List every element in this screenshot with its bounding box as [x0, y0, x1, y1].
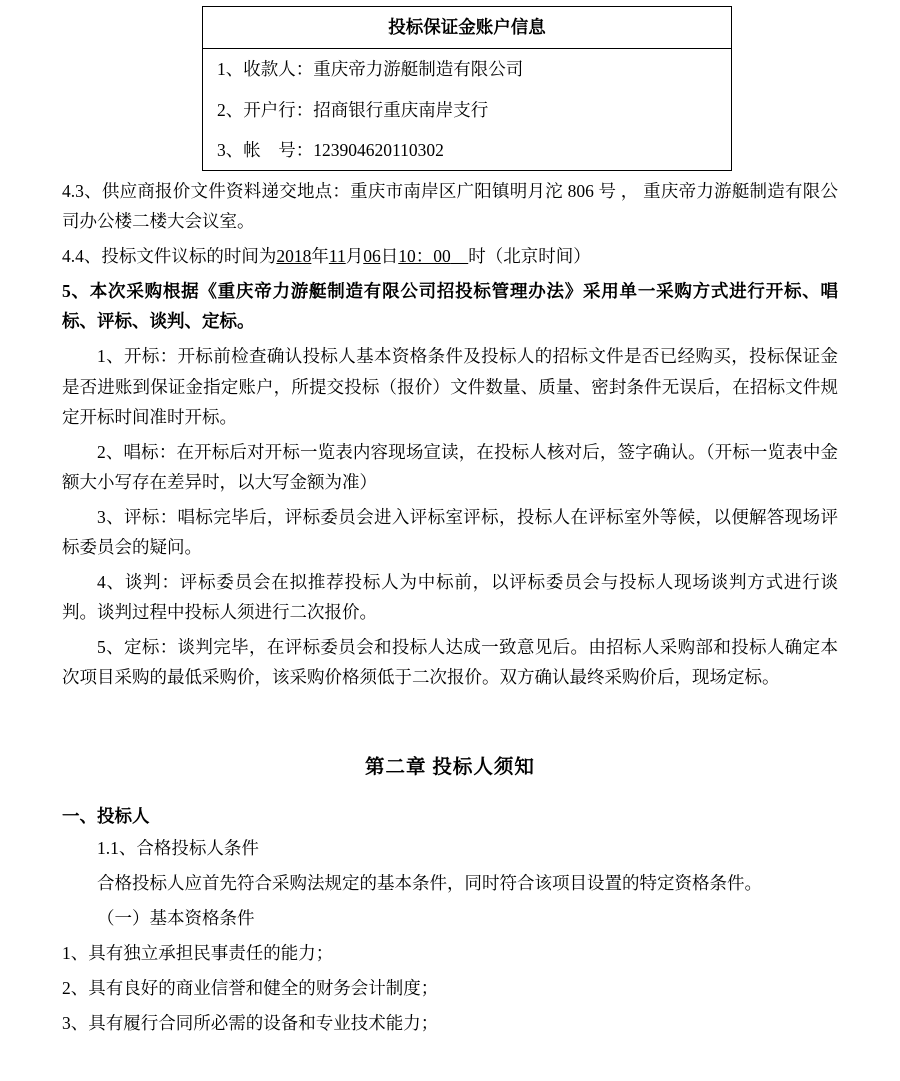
table-row-title [203, 7, 732, 49]
item-4-4-month-unit: 月 [345, 246, 364, 267]
item-4-4-time-unit: 时 [468, 246, 486, 267]
paragraph-qualification-3: 3、具有履行合同所必需的设备和专业技术能力； [62, 1012, 439, 1033]
document-page [0, 6, 900, 1081]
item-4-4-prefix: 4.4、投标文件议标的时间为 [62, 246, 277, 267]
paragraph-step-2: 2、唱标：在开标后对开标一览表内容现场宣读，在投标人核对后，签字确认。（开标一览表中金额大小写存在差异时，以大写金额为准） [62, 441, 838, 492]
item-4-4-day-value: 06 [363, 246, 381, 267]
paragraph-qualification-2: 2、具有良好的商业信誉和健全的财务会计制度； [62, 977, 439, 998]
deposit-table-title: 投标保证金账户信息 [203, 7, 732, 49]
deposit-payee-row: 1、收款人：重庆帝力游艇制造有限公司 [203, 49, 732, 90]
paragraph-step-5: 5、定标：谈判完毕，在评标委员会和投标人达成一致意见后。由招标人采购部和投标人确定本次项目采购的最低采购价，该采购价格须低于二次报价。双方确认最终采购价后，现场定标。 [62, 637, 838, 688]
deposit-account-table [202, 6, 732, 171]
paragraph-item-4-4 [62, 241, 838, 271]
deposit-bank-row: 2、开户行：招商银行重庆南岸支行 [203, 90, 732, 130]
paragraph-step-4: 4、谈判：评标委员会在拟推荐投标人为中标前，以评标委员会与投标人现场谈判方式进行谈判。谈判过程中投标人须进行二次报价。 [62, 572, 838, 623]
item-4-4-month-value: 11 [328, 246, 346, 267]
paragraph-sub-1-1: 1.1、合格投标人条件 [97, 837, 259, 858]
paragraph-item-5: 5、本次采购根据《重庆帝力游艇制造有限公司招投标管理办法》采用单一采购方式进行开标、唱标、评标、谈判、定标。 [62, 281, 838, 332]
table-row [203, 90, 732, 130]
paragraph-step-1: 1、开标：开标前检查确认投标人基本资格条件及投标人的招标文件是否已经购买，投标保证金是否进账到保证金指定账户，所提交投标（报价）文件数量、质量、密封条件无误后，在招标文件规定开标时间准时开标。 [62, 346, 838, 427]
item-4-4-suffix: （北京时间） [485, 246, 591, 267]
section-heading-bidder: 一、投标人 [62, 805, 150, 826]
deposit-account-row: 3、帐 号：123904620110302 [203, 130, 732, 171]
table-row [203, 49, 732, 90]
chapter-title: 第二章 投标人须知 [365, 756, 535, 778]
item-4-4-year-unit: 年 [311, 246, 329, 267]
paragraph-item-4-3: 4.3、供应商报价文件资料递交地点：重庆市南岸区广阳镇明月沱 806 号 ， 重庆帝力游艇制造有限公司办公楼二楼大会议室。 [62, 181, 838, 232]
item-4-4-day-unit: 日 [380, 246, 399, 267]
paragraph-sub-1-1-text: 合格投标人应首先符合采购法规定的基本条件，同时符合该项目设置的特定资格条件。 [97, 872, 762, 893]
item-4-4-time-value: 10：00 [398, 246, 451, 267]
paragraph-basic-qualification-heading: （一）基本资格条件 [97, 907, 255, 928]
paragraph-step-3: 3、评标：唱标完毕后，评标委员会进入评标室评标，投标人在评标室外等候，以便解答现场评标委员会的疑问。 [62, 506, 838, 558]
item-4-4-year-value: 2018 [276, 246, 312, 267]
paragraph-qualification-1: 1、具有独立承担民事责任的能力； [62, 942, 334, 963]
table-row [203, 130, 732, 171]
